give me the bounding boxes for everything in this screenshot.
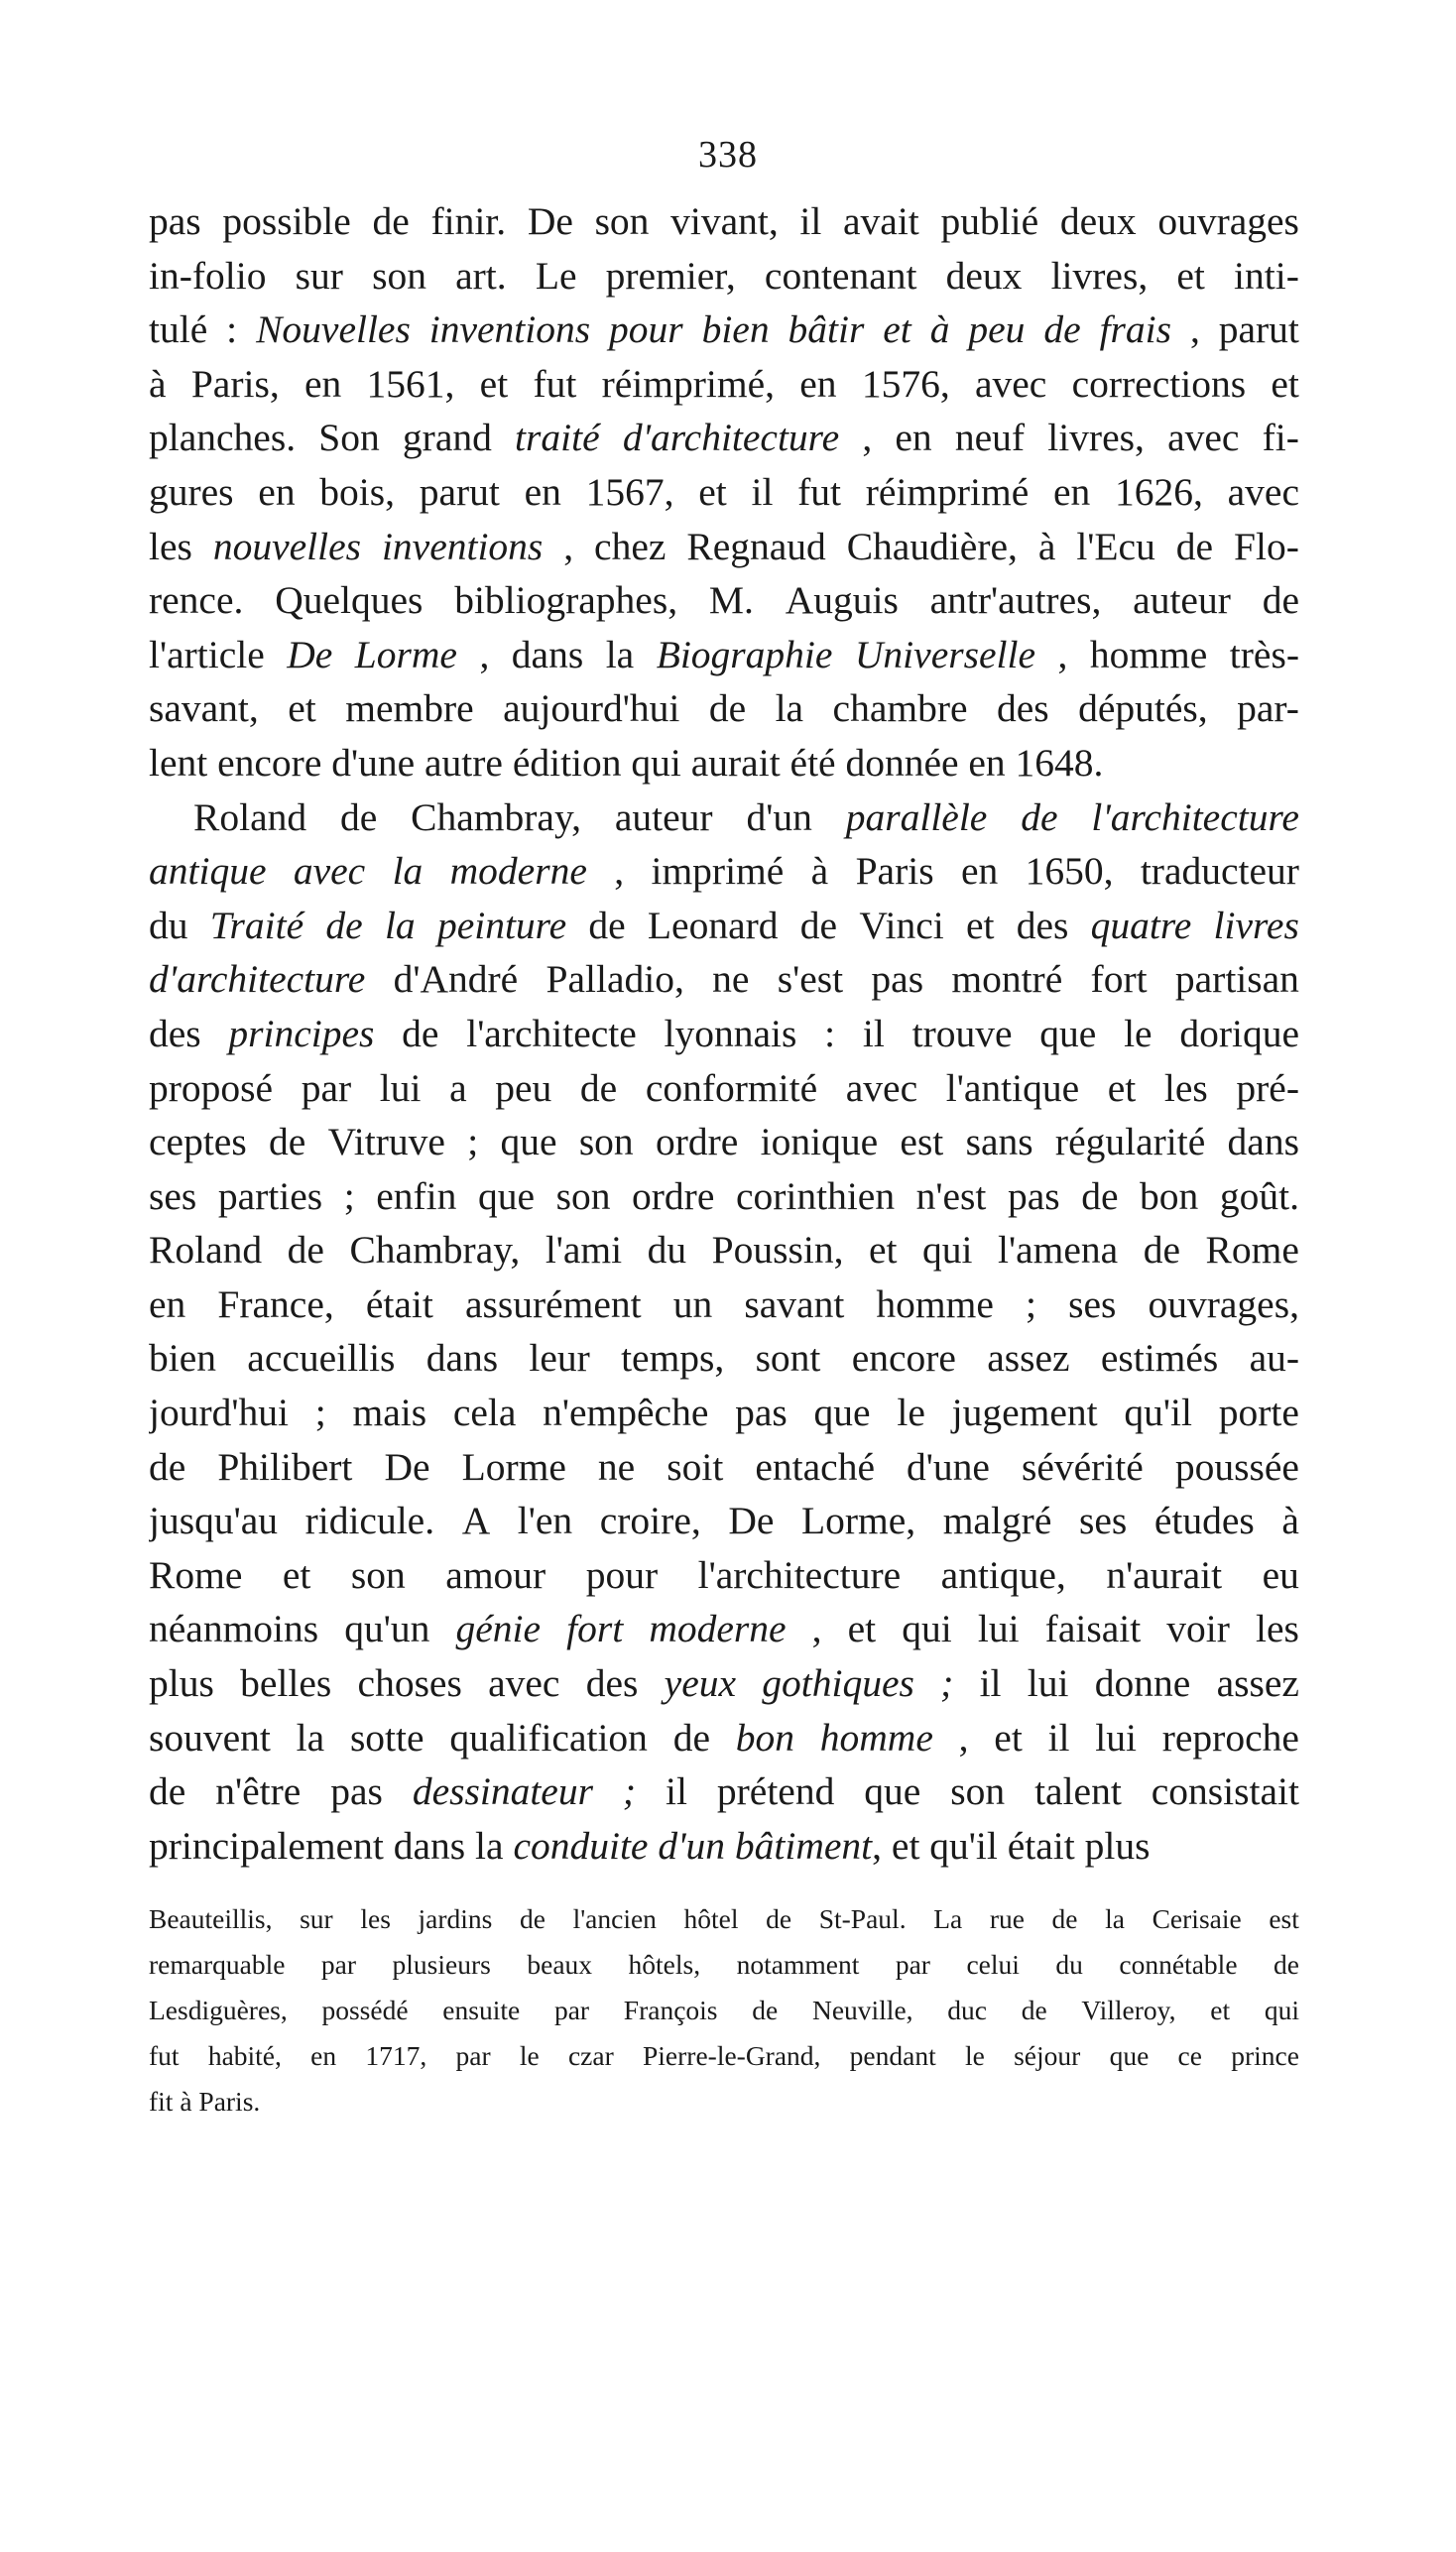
footnote xyxy=(149,1896,1299,2125)
text-line: Rome et son amour pour l'architecture antique, n'aurait eu xyxy=(149,1552,1299,1597)
footnote-line: remarquable par plusieurs beaux hôtels, notamment par celui du connétable de xyxy=(149,1949,1299,1980)
footnote-line: Beauteillis, sur les jardins de l'ancien hôtel de St-Paul. La rue de la Cerisaie est xyxy=(149,1903,1299,1934)
text-line: jourd'hui ; mais cela n'empêche pas que le jugement qu'il porte xyxy=(149,1391,1299,1435)
text-line: tulé : Nouvelles inventions pour bien bâtir et à peu de frais , parut xyxy=(149,307,1299,352)
text-line: des principes de l'architecte lyonnais : il trouve que le dorique xyxy=(149,1011,1299,1055)
text-line: rence. Quelques bibliographes, M. Auguis antr'autres, auteur de xyxy=(149,578,1299,623)
text-line: à Paris, en 1561, et fut réimprimé, en 1576, avec corrections et xyxy=(149,361,1299,406)
text-line: de Philibert De Lorme ne soit entaché d'une sévérité poussée xyxy=(149,1444,1299,1489)
text-line: savant, et membre aujourd'hui de la chambre des députés, par- xyxy=(149,686,1299,731)
text-line: souvent la sotte qualification de bon homme , et il lui reproche xyxy=(149,1715,1299,1760)
text-line: plus belles choses avec des yeux gothiques ; il lui donne assez xyxy=(149,1661,1299,1706)
text-line: gures en bois, parut en 1567, et il fut réimprimé en 1626, avec xyxy=(149,469,1299,514)
text-line: Roland de Chambray, l'ami du Poussin, et qui l'amena de Rome xyxy=(149,1228,1299,1273)
text-line: lent encore d'une autre édition qui aurait été donnée en 1648. xyxy=(149,740,1104,785)
text-line: d'architecture d'André Palladio, ne s'est pas montré fort partisan xyxy=(149,957,1299,1002)
text-line: proposé par lui a peu de conformité avec l'antique et les pré- xyxy=(149,1065,1299,1110)
text-line: in-folio sur son art. Le premier, contenant deux livres, et inti- xyxy=(149,253,1299,298)
page-number: 338 xyxy=(698,134,758,176)
text-line: planches. Son grand traité d'architecture , en neuf livres, avec fi- xyxy=(149,416,1299,460)
footnote-line: fut habité, en 1717, par le czar Pierre-le-Grand, pendant le séjour que ce prince xyxy=(149,2040,1299,2071)
text-line: pas possible de finir. De son vivant, il avait publié deux ouvrages xyxy=(149,199,1299,243)
text-line: jusqu'au ridicule. A l'en croire, De Lorme, malgré ses études à xyxy=(149,1499,1299,1543)
text-line: principalement dans la conduite d'un bâtiment , et qu'il était plus xyxy=(149,1823,1151,1868)
text-line: bien accueillis dans leur temps, sont encore assez estimés au- xyxy=(149,1336,1299,1381)
text-line: ses parties ; enfin que son ordre corinthien n'est pas de bon goût. xyxy=(149,1173,1299,1218)
text-line: les nouvelles inventions , chez Regnaud Chaudière, à l'Ecu de Flo- xyxy=(149,524,1299,568)
footnote-line: Lesdiguères, possédé ensuite par François de Neuville, duc de Villeroy, et qui xyxy=(149,1995,1299,2025)
text-line: du Traité de la peinture de Leonard de Vinci et des quatre livres xyxy=(149,903,1299,947)
text-line: antique avec la moderne , imprimé à Paris en 1650, traducteur xyxy=(149,849,1299,894)
text-line: ceptes de Vitruve ; que son ordre ionique est sans régularité dans xyxy=(149,1120,1299,1164)
footnote-line: fit à Paris. xyxy=(149,2086,261,2117)
text-line: en France, était assurément un savant homme ; ses ouvrages, xyxy=(149,1281,1299,1326)
text-line: Roland de Chambray, auteur d'un parallèle de l'architecture xyxy=(193,794,1299,839)
text-line: de n'être pas dessinateur ; il prétend que son talent consistait xyxy=(149,1769,1299,1814)
body-text xyxy=(149,194,1299,1873)
text-line: l'article De Lorme , dans la Biographie Universelle , homme très- xyxy=(149,632,1299,676)
text-line: néanmoins qu'un génie fort moderne , et qui lui faisait voir les xyxy=(149,1607,1299,1651)
